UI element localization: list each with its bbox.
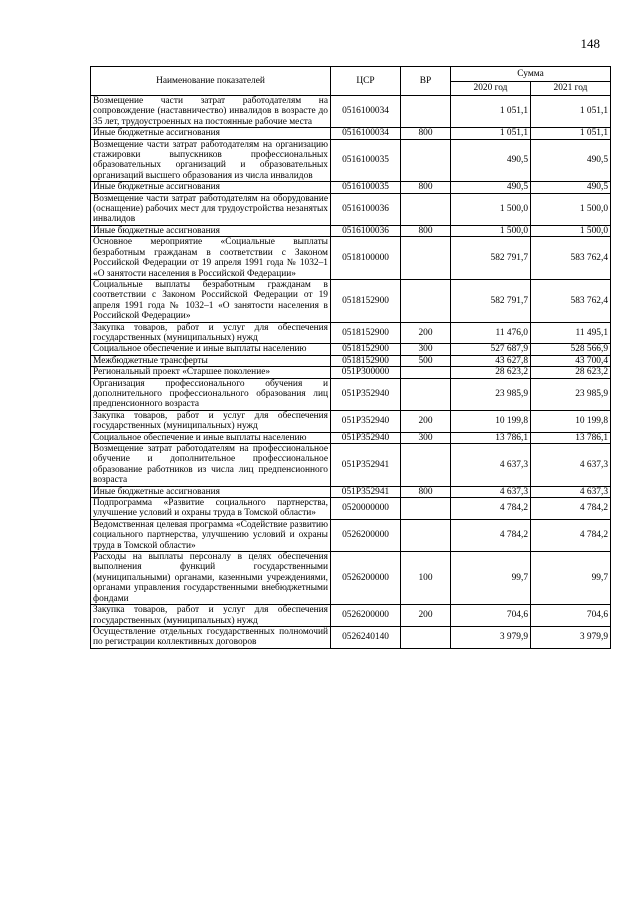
table-row: [91, 552, 611, 605]
row-name: Социальное обеспечение и иные выплаты населению: [91, 344, 331, 355]
row-sum-2021: 43 700,4: [531, 355, 611, 366]
row-sum-2021: 583 762,4: [531, 279, 611, 322]
row-sum-2020: 1 051,1: [451, 96, 531, 128]
row-sum-2020: 3 979,9: [451, 626, 531, 648]
row-csr: 0516100035: [331, 139, 401, 182]
row-sum-2020: 1 500,0: [451, 225, 531, 236]
row-vr: 800: [401, 182, 451, 193]
row-vr: 200: [401, 605, 451, 627]
header-vr: ВР: [401, 67, 451, 96]
row-vr: [401, 519, 451, 551]
row-vr: 500: [401, 355, 451, 366]
table-row: [91, 139, 611, 182]
row-sum-2020: 490,5: [451, 139, 531, 182]
row-name: Межбюджетные трансферты: [91, 355, 331, 366]
row-sum-2020: 10 199,8: [451, 410, 531, 432]
row-sum-2021: 99,7: [531, 552, 611, 605]
row-name: Основное мероприятие «Социальные выплаты безработным гражданам в соответствии с Законом Российской Федерации от 19 апреля 1991 года № 1032–1 «О занятости населения в Российской Федерации»: [91, 237, 331, 280]
table-row: [91, 96, 611, 128]
row-sum-2021: 4 637,3: [531, 444, 611, 487]
row-csr: 0516100036: [331, 193, 401, 225]
table-row: [91, 519, 611, 551]
row-sum-2020: 4 784,2: [451, 519, 531, 551]
row-name: Возмещение части затрат работодателям на оборудование (оснащение) рабочих мест для трудоустройства незанятых инвалидов: [91, 193, 331, 225]
row-sum-2021: 704,6: [531, 605, 611, 627]
row-name: Закупка товаров, работ и услуг для обеспечения государственных (муниципальных) нужд: [91, 410, 331, 432]
row-sum-2021: 4 784,2: [531, 498, 611, 520]
row-name: Закупка товаров, работ и услуг для обеспечения государственных (муниципальных) нужд: [91, 322, 331, 344]
row-vr: [401, 498, 451, 520]
row-vr: 200: [401, 322, 451, 344]
row-name: Иные бюджетные ассигнования: [91, 128, 331, 139]
row-name: Иные бюджетные ассигнования: [91, 486, 331, 497]
row-sum-2020: 490,5: [451, 182, 531, 193]
row-vr: [401, 367, 451, 378]
row-sum-2021: 11 495,1: [531, 322, 611, 344]
row-sum-2021: 23 985,9: [531, 378, 611, 410]
row-sum-2020: 23 985,9: [451, 378, 531, 410]
row-csr: 0516100036: [331, 225, 401, 236]
row-csr: 051P352940: [331, 378, 401, 410]
row-csr: 0520000000: [331, 498, 401, 520]
row-name: Подпрограмма «Развитие социального партнерства, улучшение условий и охраны труда в Томской области»: [91, 498, 331, 520]
table-row: [91, 378, 611, 410]
row-csr: 051P352940: [331, 432, 401, 443]
table-row: [91, 410, 611, 432]
row-sum-2020: 43 627,8: [451, 355, 531, 366]
row-vr: 800: [401, 128, 451, 139]
table-row: [91, 182, 611, 193]
row-sum-2021: 1 051,1: [531, 96, 611, 128]
table-row: [91, 279, 611, 322]
row-vr: 800: [401, 225, 451, 236]
row-vr: [401, 193, 451, 225]
row-name: Иные бюджетные ассигнования: [91, 225, 331, 236]
row-csr: 0526200000: [331, 519, 401, 551]
table-row: [91, 322, 611, 344]
table-row: [91, 355, 611, 366]
table-body: [91, 96, 611, 649]
table-row: [91, 444, 611, 487]
row-csr: 0518100000: [331, 237, 401, 280]
header-name: Наименование показателей: [91, 67, 331, 96]
row-sum-2020: 1 500,0: [451, 193, 531, 225]
row-vr: [401, 444, 451, 487]
row-name: Осуществление отдельных государственных полномочий по регистрации коллективных договоров: [91, 626, 331, 648]
row-vr: 800: [401, 486, 451, 497]
row-sum-2020: 11 476,0: [451, 322, 531, 344]
row-vr: 300: [401, 344, 451, 355]
row-csr: 0518152900: [331, 355, 401, 366]
header-csr: ЦСР: [331, 67, 401, 96]
table-row: [91, 344, 611, 355]
row-sum-2021: 583 762,4: [531, 237, 611, 280]
row-sum-2021: 13 786,1: [531, 432, 611, 443]
row-sum-2020: 99,7: [451, 552, 531, 605]
row-csr: 051P352941: [331, 486, 401, 497]
row-sum-2021: 490,5: [531, 182, 611, 193]
table-row: [91, 626, 611, 648]
row-sum-2020: 1 051,1: [451, 128, 531, 139]
row-csr: 0516100035: [331, 182, 401, 193]
table-row: [91, 605, 611, 627]
row-sum-2021: 1 500,0: [531, 193, 611, 225]
row-csr: 051P352941: [331, 444, 401, 487]
row-sum-2020: 582 791,7: [451, 279, 531, 322]
row-vr: [401, 139, 451, 182]
row-sum-2021: 3 979,9: [531, 626, 611, 648]
table-row: [91, 498, 611, 520]
header-year-2020: 2020 год: [451, 81, 531, 96]
row-name: Региональный проект «Старшее поколение»: [91, 367, 331, 378]
row-name: Возмещение части затрат работодателям на организацию стажировки выпускников профессиональных образовательных организаций и образовательных организаций высшего образования из числа инвалидов: [91, 139, 331, 182]
row-sum-2021: 4 637,3: [531, 486, 611, 497]
row-vr: [401, 626, 451, 648]
row-name: Закупка товаров, работ и услуг для обеспечения государственных (муниципальных) нужд: [91, 605, 331, 627]
row-sum-2020: 28 623,2: [451, 367, 531, 378]
table-row: [91, 225, 611, 236]
budget-table: [90, 66, 611, 649]
row-sum-2020: 4 637,3: [451, 486, 531, 497]
row-csr: 0516100034: [331, 96, 401, 128]
row-name: Иные бюджетные ассигнования: [91, 182, 331, 193]
row-sum-2020: 13 786,1: [451, 432, 531, 443]
row-sum-2021: 490,5: [531, 139, 611, 182]
row-name: Ведомственная целевая программа «Содействие развитию социального партнерства, улучшению условий и охраны труда в Томской области»: [91, 519, 331, 551]
table-row: [91, 237, 611, 280]
row-vr: 200: [401, 410, 451, 432]
row-vr: [401, 378, 451, 410]
row-vr: [401, 279, 451, 322]
header-year-2021: 2021 год: [531, 81, 611, 96]
row-csr: 051P352940: [331, 410, 401, 432]
row-name: Возмещение части затрат работодателям на сопровождение (наставничество) инвалидов в возрасте до 35 лет, трудоустроенных на постоянные рабочие места: [91, 96, 331, 128]
row-csr: 0518152900: [331, 322, 401, 344]
row-sum-2021: 10 199,8: [531, 410, 611, 432]
row-csr: 0526200000: [331, 552, 401, 605]
row-sum-2021: 528 566,9: [531, 344, 611, 355]
row-csr: 0518152900: [331, 344, 401, 355]
table-row: [91, 486, 611, 497]
table-row: [91, 367, 611, 378]
row-sum-2020: 527 687,9: [451, 344, 531, 355]
row-vr: [401, 237, 451, 280]
row-vr: 100: [401, 552, 451, 605]
row-sum-2020: 4 637,3: [451, 444, 531, 487]
page-number: 148: [580, 36, 600, 51]
table-row: [91, 193, 611, 225]
header-sum: Сумма: [451, 67, 611, 82]
row-sum-2021: 4 784,2: [531, 519, 611, 551]
row-sum-2020: 4 784,2: [451, 498, 531, 520]
row-name: Организация профессионального обучения и дополнительного профессионального образования лиц предпенсионного возраста: [91, 378, 331, 410]
table-header: [91, 67, 611, 96]
row-csr: 0516100034: [331, 128, 401, 139]
row-sum-2021: 28 623,2: [531, 367, 611, 378]
row-vr: 300: [401, 432, 451, 443]
row-csr: 0526200000: [331, 605, 401, 627]
row-sum-2020: 582 791,7: [451, 237, 531, 280]
row-name: Социальные выплаты безработным гражданам в соответствии с Законом Российской Федерации от 19 апреля 1991 года № 1032–1 «О занятости населения в Российской Федерации»: [91, 279, 331, 322]
row-name: Возмещение затрат работодателям на профессиональное обучение и дополнительное профессиональное образование работников из числа лиц предпенсионного возраста: [91, 444, 331, 487]
row-sum-2021: 1 500,0: [531, 225, 611, 236]
row-csr: 051P300000: [331, 367, 401, 378]
row-sum-2021: 1 051,1: [531, 128, 611, 139]
table-row: [91, 128, 611, 139]
row-csr: 0518152900: [331, 279, 401, 322]
row-sum-2020: 704,6: [451, 605, 531, 627]
row-name: Социальное обеспечение и иные выплаты населению: [91, 432, 331, 443]
row-vr: [401, 96, 451, 128]
table-row: [91, 432, 611, 443]
row-csr: 0526240140: [331, 626, 401, 648]
row-name: Расходы на выплаты персоналу в целях обеспечения выполнения функций государственными (муниципальными) органами, казенными учреждениями, органами управления государственными внебюджетными фондами: [91, 552, 331, 605]
